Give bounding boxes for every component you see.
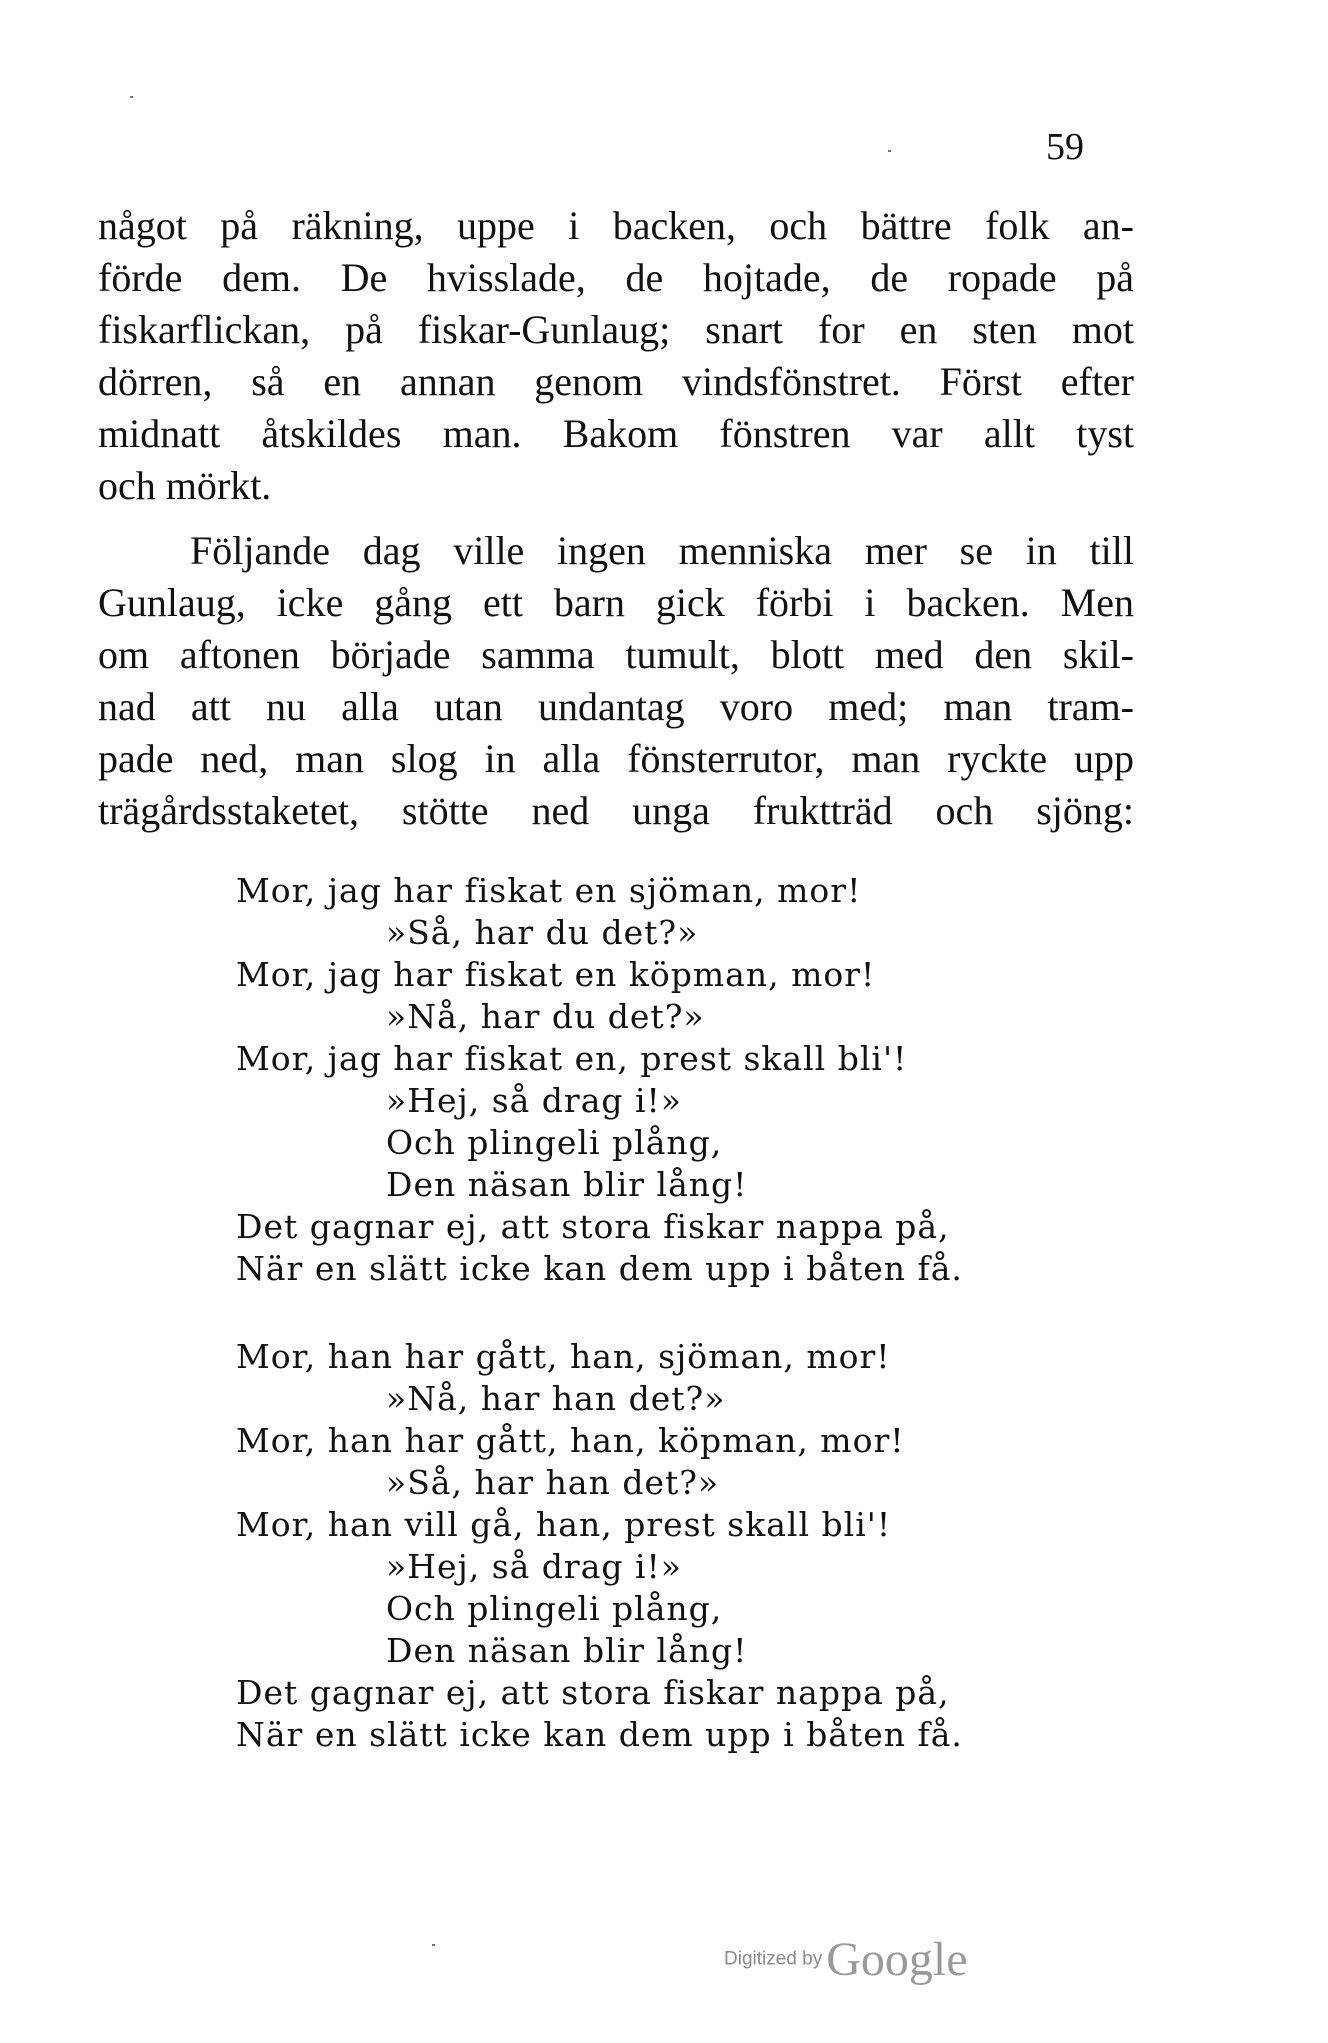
verse-line: Mor, han har gått, han, sjöman, mor! bbox=[236, 1337, 891, 1376]
verse-line: Mor, han vill gå, han, prest skall bli'! bbox=[236, 1505, 892, 1544]
verse-line: När en slätt icke kan dem upp i båten få. bbox=[236, 1249, 963, 1288]
song-stanza bbox=[236, 1336, 1036, 1756]
verse-line: »Så, har han det?» bbox=[386, 1463, 720, 1502]
verse-line: »Hej, så drag i!» bbox=[386, 1081, 683, 1120]
verse-line: Den näsan blir lång! bbox=[386, 1165, 748, 1204]
text-line: dörren, så en annan genom vindsfönstret. Först efter bbox=[98, 359, 1134, 404]
verse-line: Och plingeli plång, bbox=[386, 1123, 723, 1162]
text-line: något på räkning, uppe i backen, och bättre folk an- bbox=[98, 203, 1134, 248]
text-line: nad att nu alla utan undantag voro med; man tram- bbox=[98, 684, 1134, 729]
digitized-watermark bbox=[724, 1932, 968, 1987]
page-number: 59 bbox=[1046, 126, 1084, 168]
paragraph bbox=[98, 525, 1134, 837]
verse-line: Mor, jag har fiskat en, prest skall bli'! bbox=[236, 1039, 908, 1078]
verse-line: Det gagnar ej, att stora fiskar nappa på, bbox=[236, 1673, 950, 1712]
verse-line: »Nå, har han det?» bbox=[386, 1379, 726, 1418]
song-stanza bbox=[236, 870, 1036, 1290]
text-line: pade ned, man slog in alla fönsterrutor, man ryckte upp bbox=[98, 736, 1134, 781]
print-speck bbox=[130, 96, 133, 98]
text-line: förde dem. De hvisslade, de hojtade, de ropade på bbox=[98, 255, 1134, 300]
verse-line: Mor, jag har fiskat en sjöman, mor! bbox=[236, 871, 862, 910]
watermark-prefix: Digitized by bbox=[724, 1948, 823, 1970]
watermark-brand: Google bbox=[826, 1933, 968, 1986]
verse-line: Den näsan blir lång! bbox=[386, 1631, 748, 1670]
text-line: Gunlaug, icke gång ett barn gick förbi i backen. Men bbox=[98, 580, 1134, 625]
verse-line: »Nå, har du det?» bbox=[386, 997, 705, 1036]
text-line: trägårdsstaketet, stötte ned unga fruktträd och sjöng: bbox=[98, 788, 1134, 833]
text-line: fiskarflickan, på fiskar-Gunlaug; snart for en sten mot bbox=[98, 307, 1134, 352]
verse-line: »Så, har du det?» bbox=[386, 913, 699, 952]
text-line: om aftonen började samma tumult, blott med den skil- bbox=[98, 632, 1134, 677]
text-line: och mörkt. bbox=[98, 463, 272, 508]
paragraph bbox=[98, 200, 1134, 512]
print-speck bbox=[432, 1944, 435, 1946]
verse-line: När en slätt icke kan dem upp i båten få. bbox=[236, 1715, 963, 1754]
verse-line: Och plingeli plång, bbox=[386, 1589, 723, 1628]
verse-line: Mor, jag har fiskat en köpman, mor! bbox=[236, 955, 876, 994]
text-line: Följande dag ville ingen menniska mer se in till bbox=[190, 528, 1134, 573]
verse-line: Mor, han har gått, han, köpman, mor! bbox=[236, 1421, 905, 1460]
verse-line: »Hej, så drag i!» bbox=[386, 1547, 683, 1586]
text-line: midnatt åtskildes man. Bakom fönstren var allt tyst bbox=[98, 411, 1134, 456]
print-speck bbox=[888, 150, 891, 152]
verse-line: Det gagnar ej, att stora fiskar nappa på, bbox=[236, 1207, 950, 1246]
